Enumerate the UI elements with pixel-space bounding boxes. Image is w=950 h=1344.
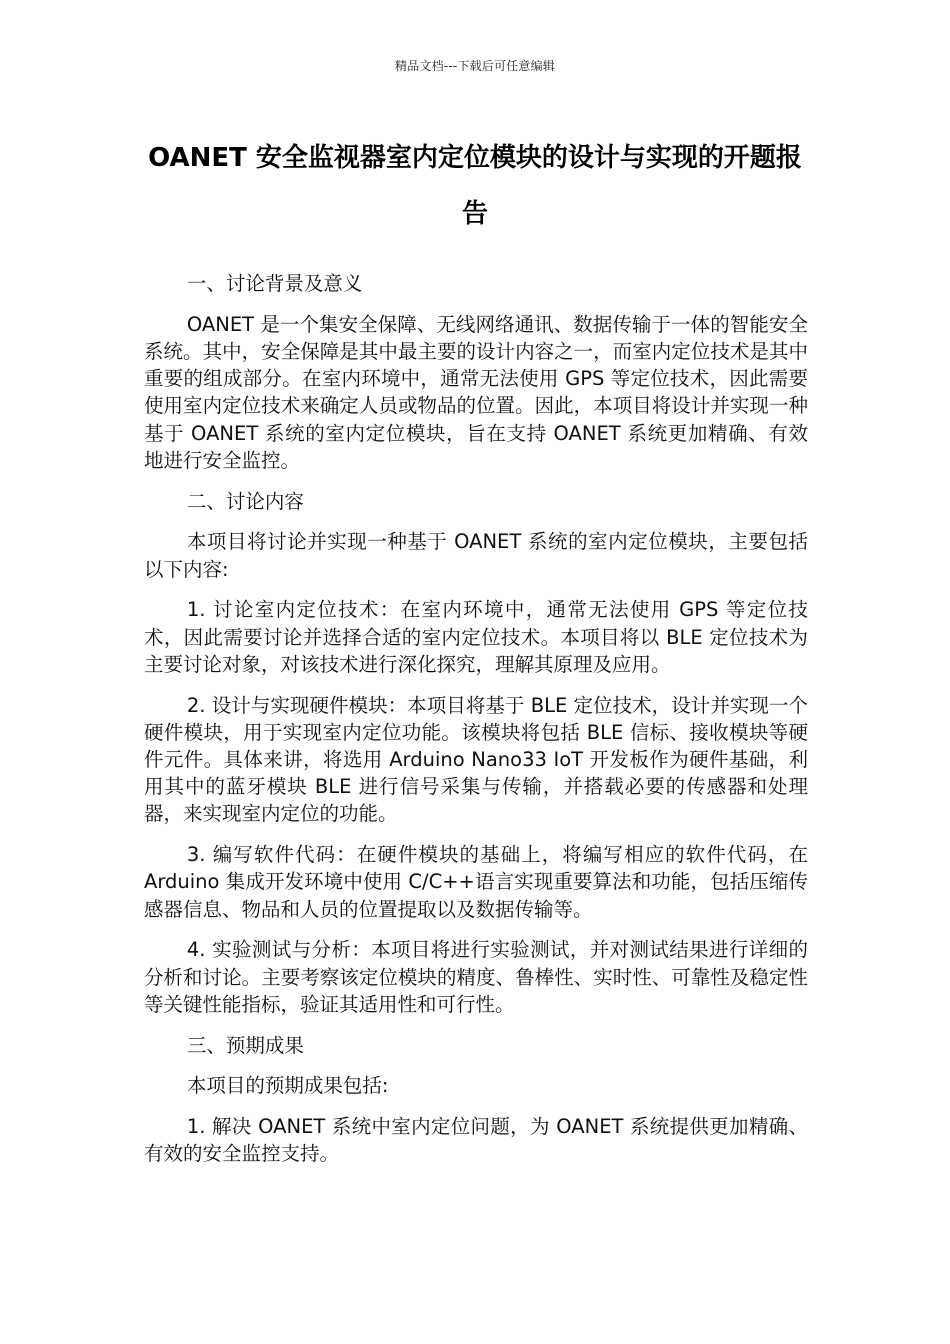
document-body [144,270,808,1181]
section-heading-results: 三、预期成果 [186,1033,304,1057]
paragraph-results-intro: 本项目的预期成果包括: [186,1074,389,1098]
paragraph-item-2: 2. 设计与实现硬件模块：本项目将基于 BLE 定位技术，设计并实现一个硬件模块，用于实现室内定位功能。该模块将包括 BLE 信标、接收模块等硬件元件。具体来讲，将选用 Arduino Nano33 IoT 开发板作为硬件基础，利用其中的蓝牙模块 BLE 进行信号采集与传输，并搭载必要的传感器和处理器，来实现室内定位的功能。 [144,693,808,826]
paragraph-item-4: 4. 实验测试与分析：本项目将进行实验测试，并对测试结果进行详细的分析和讨论。主要考察该定位模块的精度、鲁棒性、实时性、可靠性及稳定性等关键性能指标，验证其适用性和可行性。 [144,938,808,1016]
section-heading-content: 二、讨论内容 [186,489,304,513]
paragraph-background: OANET 是一个集安全保障、无线网络通讯、数据传输于一体的智能安全系统。其中，安全保障是其中最主要的设计内容之一，而室内定位技术是其中重要的组成部分。在室内环境中，通常无法使用 GPS 等定位技术，因此需要使用室内定位技术来确定人员或物品的位置。因此，本项目将设计并实现一种基于 OANET 系统的室内定位模块，旨在支持 OANET 系统更加精确、有效地进行安全监控。 [144,312,808,472]
paragraph-item-1: 1. 讨论室内定位技术：在室内环境中，通常无法使用 GPS 等定位技术，因此需要讨论并选择合适的室内定位技术。本项目将以 BLE 定位技术为主要讨论对象，对该技术进行深化探究，理解其原理及应用。 [144,598,808,676]
section-heading-background: 一、讨论背景及意义 [186,272,363,295]
header-note: 精品文档---下载后可任意编辑 [395,59,555,73]
paragraph-item-3: 3. 编写软件代码：在硬件模块的基础上，将编写相应的软件代码，在 Arduino 集成开发环境中使用 C/C++语言实现重要算法和功能，包括压缩传感器信息、物品和人员的位置提取以及数据传输等。 [144,843,808,921]
document-title: OANET 安全监视器室内定位模块的设计与实现的开题报告 [148,143,802,229]
paragraph-content-intro: 本项目将讨论并实现一种基于 OANET 系统的室内定位模块，主要包括以下内容: [144,530,808,581]
paragraph-result-1: 1. 解决 OANET 系统中室内定位问题，为 OANET 系统提供更加精确、有效的安全监控支持。 [144,1115,808,1166]
